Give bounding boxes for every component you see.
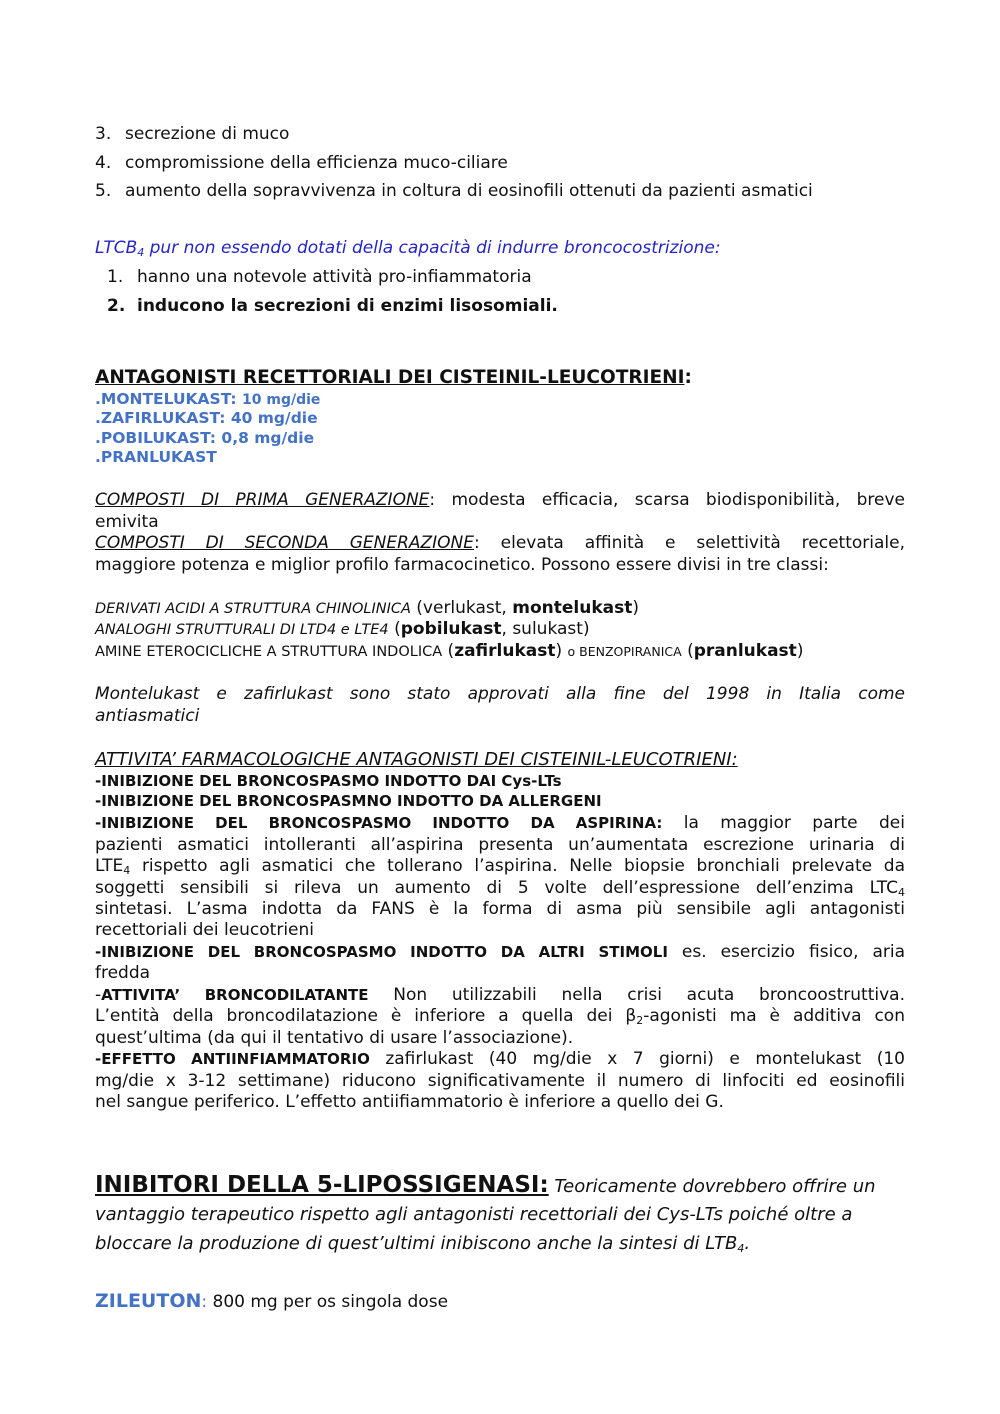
attivita-bronco-cont: L’entità della broncodilatazione è inferiore a quella dei $\beta_2$-agonisti ma è additiva con (95, 1006, 905, 1027)
drug-item: .MONTELUKAST: 10 mg/die (95, 390, 321, 408)
inibitori-text: vantaggio terapeutico rispetto agli antagonisti recettoriali dei Cys-LTs poiché oltre a (95, 1204, 853, 1225)
list-item: 2. inducono la secrezioni di enzimi lisosomiali. (107, 296, 558, 316)
seconda-generazione: COMPOSTI DI SECONDA GENERAZIONE: elevata affinità e selettività recettoriale, (95, 533, 906, 553)
attivita-aspirina-cont: $LTE_4$ rispetto agli asmatici che tollerano l’aspirina. Nelle biopsie bronchiali prelevate da (95, 856, 905, 877)
attivita-effetto-cont: mg/die x 3-12 settimane) riducono significativamente il numero di linfociti ed eosinofili (95, 1071, 905, 1091)
attivita-aspirina-cont: pazienti asmatici intolleranti all’aspirina presenta un’aumentata escrezione urinaria di (95, 835, 905, 855)
attivita-effetto: -EFFETTO ANTIINFIAMMATORIO zafirlukast (40 mg/die x 7 giorni) e montelukast (10 (95, 1049, 905, 1069)
approvazione-cont: antiasmatici (95, 706, 200, 726)
zileuton: ZILEUTON: 800 mg per os singola dose (95, 1290, 449, 1312)
attivita-aspirina: -INIBIZIONE DEL BRONCOSPASMO INDOTTO DA ASPIRINA: la maggior parte dei (95, 813, 905, 833)
list-item: 1. hanno una notevole attività pro-infiammatoria (107, 267, 532, 287)
classe-3: AMINE ETEROCICLICHE A STRUTTURA INDOLICA (zafirlukast) o BENZOPIRANICA (pranlukast) (95, 641, 804, 661)
attivita-aspirina-cont: recettoriali dei leucotrieni (95, 920, 315, 940)
attivita-bronco: -ATTIVITA’ BRONCODILATANTE Non utilizzabili nella crisi acuta broncoostruttiva. (95, 985, 905, 1005)
attivita-heading: ATTIVITA’ FARMACOLOGICHE ANTAGONISTI DEI CISTEINIL-LEUCOTRIENI: (95, 749, 738, 770)
attivita-altri: -INIBIZIONE DEL BRONCOSPASMO INDOTTO DA ALTRI STIMOLI es. esercizio fisico, aria (95, 942, 905, 962)
antagonisti-heading: ANTAGONISTI RECETTORIALI DEI CISTEINIL-LEUCOTRIENI: (95, 367, 692, 388)
ltb-intro: $LTCB_4$ pur non essendo dotati della capacità di indurre broncocostrizione: (95, 238, 721, 259)
drug-item: .PRANLUKAST (95, 448, 217, 466)
approvazione: Montelukast e zafirlukast sono stato approvati alla fine del 1998 in Italia come (95, 684, 905, 704)
attivita-bronco-cont: quest’ultima (da qui il tentativo di usare l’associazione). (95, 1028, 574, 1048)
inibitori-text: bloccare la produzione di quest’ultimi inibiscono anche la sintesi di $LTB_4$. (95, 1233, 751, 1255)
drug-item: .ZAFIRLUKAST: 40 mg/die (95, 409, 318, 427)
seconda-generazione-cont: maggiore potenza e miglior profilo farmacocinetico. Possono essere divisi in tre classi: (95, 555, 829, 575)
drug-item: .POBILUKAST: 0,8 mg/die (95, 429, 315, 447)
attivita-item: -INIBIZIONE DEL BRONCOSPASMO INDOTTO DAI Cys-LTs (95, 772, 562, 790)
attivita-item: -INIBIZIONE DEL BRONCOSPASMNO INDOTTO DA ALLERGENI (95, 792, 602, 810)
list-item: 5. aumento della sopravvivenza in coltura di eosinofili ottenuti da pazienti asmatici (95, 181, 813, 201)
classe-2: ANALOGHI STRUTTURALI DI LTD4 e LTE4 (pobilukast, sulukast) (95, 619, 590, 639)
attivita-aspirina-cont: sintetasi. L’asma indotta da FANS è la forma di asma più sensibile agli antagonisti (95, 899, 905, 919)
attivita-effetto-cont: nel sangue periferico. L’effetto antiifiammatorio è inferiore a quello dei G. (95, 1092, 724, 1112)
list-item: 3. secrezione di muco (95, 124, 290, 144)
inibitori-heading: INIBITORI DELLA 5-LIPOSSIGENASI: Teoricamente dovrebbero offrire un (95, 1172, 876, 1198)
list-item: 4. compromissione della efficienza muco-ciliare (95, 153, 508, 173)
prima-generazione-cont: emivita (95, 512, 159, 532)
classe-1: DERIVATI ACIDI A STRUTTURA CHINOLINICA (verlukast, montelukast) (95, 598, 639, 618)
prima-generazione: COMPOSTI DI PRIMA GENERAZIONE: modesta efficacia, scarsa biodisponibilità, breve (95, 490, 906, 510)
attivita-altri-cont: fredda (95, 963, 151, 983)
attivita-aspirina-cont: soggetti sensibili si rileva un aumento di 5 volte dell’espressione dell’enzima $LTC_4$ (95, 878, 905, 899)
